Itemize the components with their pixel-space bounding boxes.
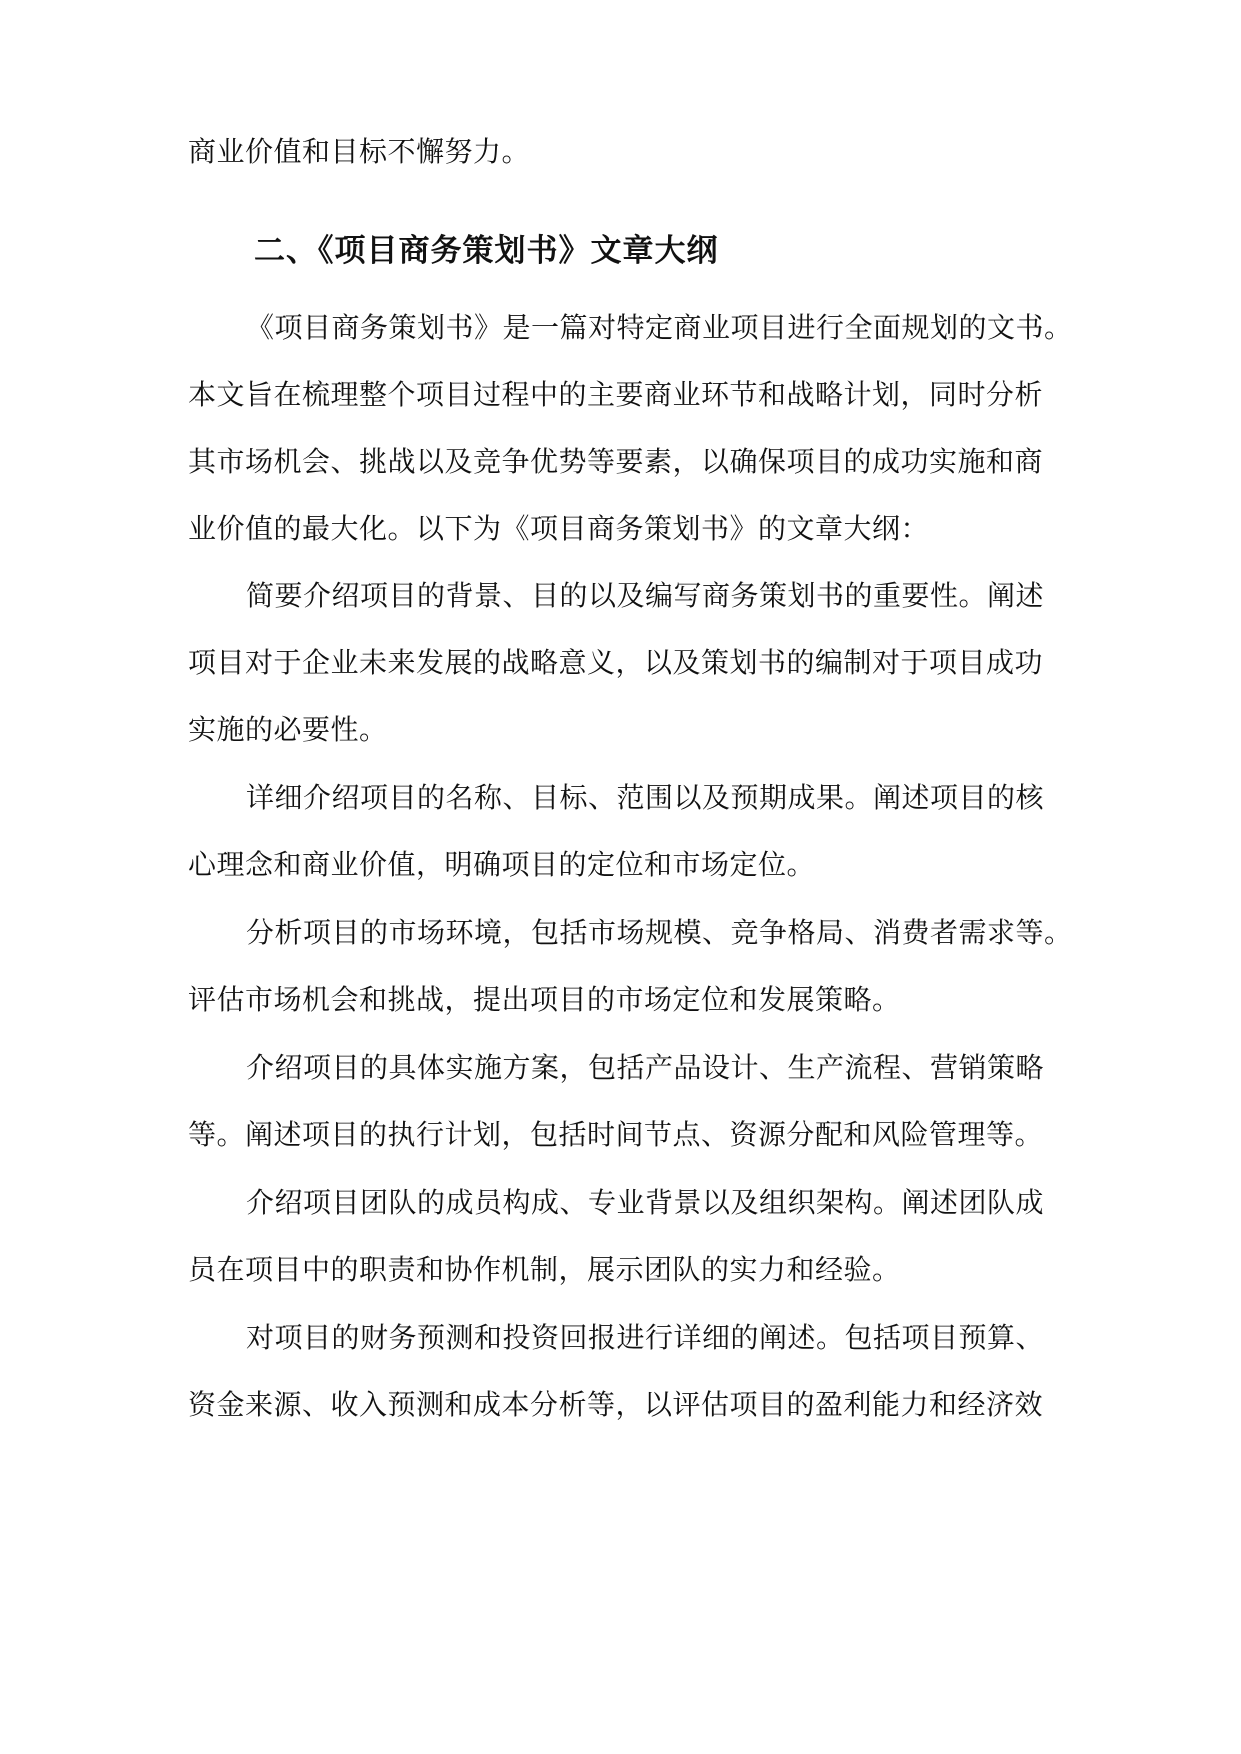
paragraph-1-line-1: 《项目商务策划书》是一篇对特定商业项目进行全面规划的文书。 [246, 311, 1073, 344]
paragraph-5-line-2: 等。阐述项目的执行计划，包括时间节点、资源分配和风险管理等。 [188, 1118, 1044, 1151]
paragraph-1-line-4: 业价值的最大化。以下为《项目商务策划书》的文章大纲： [188, 512, 930, 545]
paragraph-3-line-1: 详细介绍项目的名称、目标、范围以及预期成果。阐述项目的核 [246, 781, 1045, 814]
paragraph-1-line-2: 本文旨在梳理整个项目过程中的主要商业环节和战略计划，同时分析 [188, 378, 1044, 411]
continuation-line: 商业价值和目标不懈努力。 [188, 135, 531, 168]
paragraph-7-line-1: 对项目的财务预测和投资回报进行详细的阐述。包括项目预算、 [246, 1321, 1045, 1354]
paragraph-2-line-3: 实施的必要性。 [188, 713, 388, 746]
paragraph-6-line-2: 员在项目中的职责和协作机制，展示团队的实力和经验。 [188, 1253, 901, 1286]
paragraph-6-line-1: 介绍项目团队的成员构成、专业背景以及组织架构。阐述团队成 [246, 1186, 1045, 1219]
paragraph-3-line-2: 心理念和商业价值，明确项目的定位和市场定位。 [188, 848, 816, 881]
paragraph-1-line-3: 其市场机会、挑战以及竞争优势等要素，以确保项目的成功实施和商 [188, 445, 1044, 478]
paragraph-5-line-1: 介绍项目的具体实施方案，包括产品设计、生产流程、营销策略 [246, 1051, 1045, 1084]
section-heading: 二、《项目商务策划书》文章大纲 [254, 233, 719, 269]
paragraph-2-line-1: 简要介绍项目的背景、目的以及编写商务策划书的重要性。阐述 [246, 579, 1045, 612]
paragraph-7-line-2: 资金来源、收入预测和成本分析等，以评估项目的盈利能力和经济效 [188, 1388, 1044, 1421]
paragraph-4-line-2: 评估市场机会和挑战，提出项目的市场定位和发展策略。 [188, 983, 901, 1016]
paragraph-2-line-2: 项目对于企业未来发展的战略意义，以及策划书的编制对于项目成功 [188, 646, 1044, 679]
paragraph-4-line-1: 分析项目的市场环境，包括市场规模、竞争格局、消费者需求等。 [246, 916, 1073, 949]
